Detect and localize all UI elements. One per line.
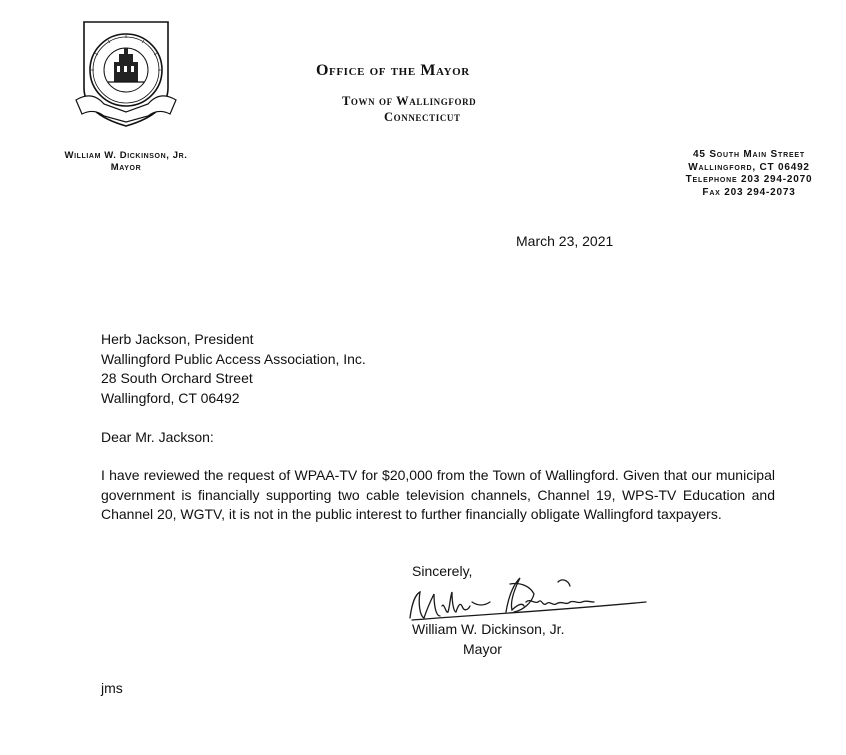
salutation: Dear Mr. Jackson: bbox=[101, 429, 214, 445]
town-seal bbox=[70, 18, 182, 130]
office-title: Office of the Mayor bbox=[316, 62, 470, 79]
letter-body: I have reviewed the request of WPAA-TV for $20,000 from the Town of Wallingford. Given that our municipal government is financially supporting two cable television channels, Channel 19, WPS-TV Education and Channel 20, WGTV, it is not in the public interest to further financially obligate Wallingford taxpayers. bbox=[101, 467, 775, 522]
letterhead-mayor-title: Mayor bbox=[110, 162, 142, 173]
recipient-city: Wallingford, CT 06492 bbox=[101, 389, 240, 406]
recipient-street: 28 South Orchard Street bbox=[101, 370, 253, 386]
signer-title: Mayor bbox=[463, 641, 502, 657]
handwritten-signature bbox=[398, 572, 650, 628]
recipient-name: Herb Jackson, President bbox=[101, 331, 254, 347]
signature-graphic bbox=[398, 572, 650, 628]
typist-initials: jms bbox=[101, 680, 123, 696]
address-telephone: Telephone 203 294-2070 bbox=[685, 174, 813, 185]
address-city: Wallingford, CT 06492 bbox=[688, 161, 810, 173]
town-name: Town of Wallingford bbox=[342, 94, 477, 108]
closing: Sincerely, bbox=[412, 563, 473, 579]
letter-date: March 23, 2021 bbox=[516, 233, 614, 249]
address-street: 45 South Main Street bbox=[693, 149, 805, 160]
address-fax: Fax 203 294-2073 bbox=[702, 186, 796, 198]
recipient-address bbox=[101, 330, 366, 408]
letterhead-mayor-name: William W. Dickinson, Jr. bbox=[64, 150, 188, 161]
signer-name: William W. Dickinson, Jr. bbox=[412, 621, 565, 637]
state-name: Connecticut bbox=[384, 110, 461, 124]
office-address bbox=[664, 149, 834, 199]
recipient-organization: Wallingford Public Access Association, Inc. bbox=[101, 350, 366, 367]
town-seal-graphic bbox=[70, 18, 182, 130]
